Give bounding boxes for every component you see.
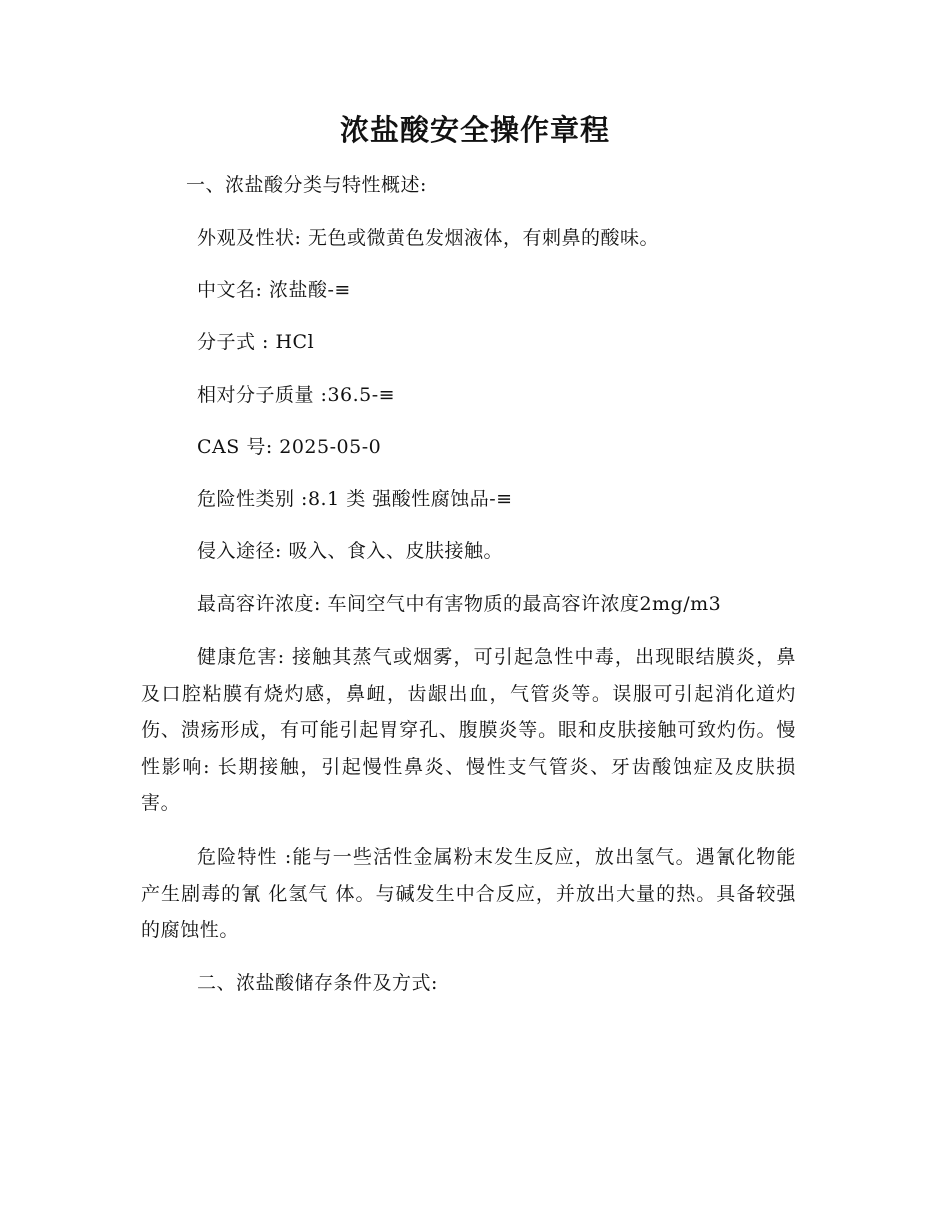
health-hazard-paragraph: 健康危害: 接触其蒸气或烟雾，可引起急性中毒，出现眼结膜炎，鼻及口腔粘膜有烧灼感，鼻衄，齿龈出血，气管炎等。误服可引起消化道灼伤、溃疡形成，有可能引起胃穿孔、腹膜炎等。眼和皮肤接触可致灼伤。慢性影响: 长期接触，引起慢性鼻炎、慢性支气管炎、牙齿酸蚀症及皮肤损害。 (141, 646, 796, 814)
appearance-line: 外观及性状: 无色或微黄色发烟液体，有刺鼻的酸味。 (197, 227, 659, 249)
exposure-route-line: 侵入途径: 吸入、食入、皮肤接触。 (197, 540, 503, 562)
section-1-heading: 一、浓盐酸分类与特性概述: (186, 174, 427, 196)
max-concentration-line: 最高容许浓度: 车间空气中有害物质的最高容许浓度2mg/m3 (197, 593, 722, 615)
formula-line: 分子式 : HCl (197, 331, 315, 353)
section-2-heading: 二、浓盐酸储存条件及方式: (197, 972, 438, 994)
document-title: 浓盐酸安全操作章程 (339, 113, 610, 147)
molecular-weight-line: 相对分子质量 :36.5-≡ (197, 384, 396, 406)
chinese-name-line: 中文名: 浓盐酸-≡ (197, 279, 351, 301)
hazard-class-line: 危险性类别 :8.1 类 强酸性腐蚀品-≡ (197, 488, 513, 510)
cas-line: CAS 号: 2025-05-0 (197, 436, 382, 458)
danger-characteristics-paragraph: 危险特性 :能与一些活性金属粉末发生反应，放出氢气。遇氰化物能产生剧毒的氰 化氢气 体。与碱发生中合反应，并放出大量的热。具备较强的腐蚀性。 (141, 846, 796, 941)
